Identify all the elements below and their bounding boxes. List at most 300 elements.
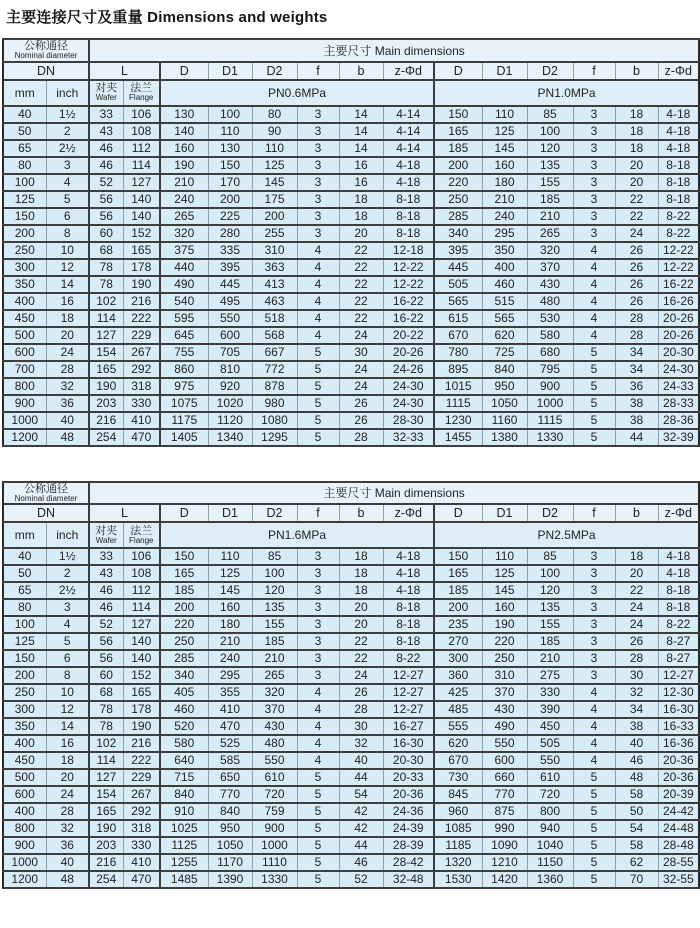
table-cell: 5: [573, 820, 615, 837]
table-cell: 370: [527, 259, 573, 276]
table-cell: 755: [160, 344, 208, 361]
table-cell: 875: [482, 803, 527, 820]
table-cell: 5: [573, 769, 615, 786]
table-cell: 410: [123, 854, 160, 871]
table-cell: 3: [573, 565, 615, 582]
table-cell: 22: [339, 633, 383, 650]
table-cell: 3: [297, 157, 339, 174]
table-cell: 210: [527, 208, 573, 225]
table-cell: 125: [482, 123, 527, 140]
table-cell: 22: [615, 191, 658, 208]
table-cell: 4: [573, 718, 615, 735]
table-cell: 4-18: [383, 565, 434, 582]
table-cell: 413: [252, 276, 297, 293]
table-cell: 50: [3, 565, 46, 582]
table-cell: 4: [297, 735, 339, 752]
table-cell: 250: [482, 650, 527, 667]
table-cell: 267: [123, 786, 160, 803]
table-cell: 8: [46, 667, 89, 684]
table-cell: 840: [482, 361, 527, 378]
table-row: [3, 684, 699, 701]
table-cell: 185: [434, 582, 482, 599]
table-cell: 430: [482, 701, 527, 718]
table-cell: 3: [573, 191, 615, 208]
table-row: [3, 310, 699, 327]
table-cell: 670: [434, 752, 482, 769]
table-cell: 390: [527, 701, 573, 718]
table-cell: 400: [482, 259, 527, 276]
table-cell: 155: [527, 174, 573, 191]
unit-header-wafer: [89, 522, 123, 548]
table-cell: 135: [527, 157, 573, 174]
unit-header-flange: [123, 522, 160, 548]
table-cell: 3: [297, 191, 339, 208]
table-cell: 1295: [252, 429, 297, 446]
table-cell: 650: [208, 769, 252, 786]
table-cell: 585: [208, 752, 252, 769]
table-cell: 4-18: [383, 157, 434, 174]
table-cell: 18: [615, 123, 658, 140]
table-cell: 759: [252, 803, 297, 820]
table-cell: 52: [89, 174, 123, 191]
table-cell: 400: [3, 803, 46, 820]
table-cell: 24-30: [658, 361, 699, 378]
table-cell: 210: [252, 650, 297, 667]
table-cell: 460: [160, 701, 208, 718]
table-cell: 24-30: [383, 378, 434, 395]
table-cell: 255: [252, 225, 297, 242]
table-cell: 16-27: [383, 718, 434, 735]
table-cell: 40: [3, 548, 46, 565]
table-cell: 26: [339, 684, 383, 701]
table-cell: 110: [208, 548, 252, 565]
table-cell: 4: [573, 752, 615, 769]
table-cell: 18: [615, 106, 658, 123]
table-cell: 108: [123, 565, 160, 582]
table-cell: 190: [123, 718, 160, 735]
table-cell: 340: [434, 225, 482, 242]
table-cell: 65: [3, 140, 46, 157]
table-cell: 114: [123, 599, 160, 616]
col-header-f: f: [297, 504, 339, 522]
header-nominal-diameter: [3, 482, 89, 505]
col-header-d: D: [160, 62, 208, 80]
table-cell: 640: [160, 752, 208, 769]
table-cell: 44: [615, 429, 658, 446]
table-cell: 24-33: [658, 378, 699, 395]
table-cell: 150: [434, 106, 482, 123]
table-cell: 620: [482, 327, 527, 344]
table-cell: 32-55: [658, 871, 699, 888]
table-cell: 3: [573, 667, 615, 684]
table-cell: 43: [89, 123, 123, 140]
table-cell: 3: [297, 548, 339, 565]
table-cell: 178: [123, 259, 160, 276]
table-cell: 20-26: [658, 310, 699, 327]
table-cell: 210: [160, 174, 208, 191]
table-cell: 667: [252, 344, 297, 361]
table-cell: 440: [160, 259, 208, 276]
table-row: [3, 616, 699, 633]
table-cell: 568: [252, 327, 297, 344]
table-cell: 340: [160, 667, 208, 684]
header-row-units: [3, 522, 699, 548]
tables-gap: [0, 447, 700, 470]
table-row: [3, 718, 699, 735]
table-cell: 50: [3, 123, 46, 140]
dimensions-table-pn16-pn25: [2, 481, 700, 890]
table-cell: 950: [482, 378, 527, 395]
table-cell: 680: [527, 344, 573, 361]
table-cell: 10: [46, 684, 89, 701]
table-cell: 267: [123, 344, 160, 361]
table-cell: 920: [208, 378, 252, 395]
table-cell: 175: [252, 191, 297, 208]
table-cell: 770: [482, 786, 527, 803]
table-cell: 1115: [434, 395, 482, 412]
table-cell: 555: [434, 718, 482, 735]
table-row: [3, 378, 699, 395]
table-cell: 26: [615, 633, 658, 650]
table-cell: 720: [527, 786, 573, 803]
table-cell: 1405: [160, 429, 208, 446]
table-cell: 16-30: [658, 701, 699, 718]
table-cell: 190: [89, 820, 123, 837]
table-cell: 860: [160, 361, 208, 378]
table-cell: 355: [208, 684, 252, 701]
table-cell: 125: [482, 565, 527, 582]
table-cell: 5: [297, 786, 339, 803]
table-cell: 46: [339, 854, 383, 871]
dimensions-table-pn06-pn10: [2, 38, 700, 447]
table-cell: 108: [123, 123, 160, 140]
table-cell: 160: [482, 157, 527, 174]
table-cell: 910: [160, 803, 208, 820]
unit-header-inch: inch: [46, 522, 89, 548]
table-cell: 1000: [252, 837, 297, 854]
table-cell: 222: [123, 752, 160, 769]
flange-en: Flange: [129, 535, 154, 545]
table-cell: 40: [46, 412, 89, 429]
table-cell: 165: [434, 123, 482, 140]
table-cell: 490: [482, 718, 527, 735]
table-cell: 52: [339, 871, 383, 888]
table-cell: 150: [3, 650, 46, 667]
table-cell: 600: [3, 344, 46, 361]
table-row: [3, 106, 699, 123]
col-header-l: L: [89, 504, 160, 522]
table-cell: 130: [160, 106, 208, 123]
table-cell: 1110: [252, 854, 297, 871]
table-cell: 900: [3, 837, 46, 854]
table-cell: 16-33: [658, 718, 699, 735]
table-cell: 85: [252, 548, 297, 565]
col-header-dn: DN: [3, 62, 89, 80]
table-cell: 28: [339, 429, 383, 446]
table-cell: 216: [123, 735, 160, 752]
table-cell: 8-18: [383, 191, 434, 208]
table-cell: 470: [123, 871, 160, 888]
table-cell: 240: [160, 191, 208, 208]
table-cell: 165: [89, 361, 123, 378]
table-cell: 1390: [208, 871, 252, 888]
table-row: [3, 225, 699, 242]
table-cell: 32: [339, 735, 383, 752]
table-cell: 16: [339, 157, 383, 174]
table-cell: 229: [123, 769, 160, 786]
header-nominal-diameter: [3, 39, 89, 62]
table-cell: 28-33: [658, 395, 699, 412]
table-cell: 1455: [434, 429, 482, 446]
table-cell: 16-22: [383, 310, 434, 327]
table-cell: 470: [208, 718, 252, 735]
table-cell: 26: [339, 412, 383, 429]
table-cell: 3: [573, 140, 615, 157]
table-cell: 80: [3, 599, 46, 616]
table-cell: 200: [252, 208, 297, 225]
table-cell: 425: [434, 684, 482, 701]
table-cell: 8-27: [658, 633, 699, 650]
table-cell: 24-30: [383, 395, 434, 412]
table-cell: 5: [46, 633, 89, 650]
table-cell: 5: [297, 803, 339, 820]
table-cell: 580: [160, 735, 208, 752]
table-cell: 1050: [482, 395, 527, 412]
table-cell: 20-22: [383, 327, 434, 344]
table-cell: 216: [89, 412, 123, 429]
table-cell: 16: [46, 293, 89, 310]
table-cell: 160: [208, 599, 252, 616]
table-cell: 33: [89, 548, 123, 565]
table-cell: 165: [434, 565, 482, 582]
table-row: [3, 735, 699, 752]
table-row: [3, 208, 699, 225]
table-cell: 58: [615, 837, 658, 854]
table-cell: 14: [339, 106, 383, 123]
table-cell: 70: [615, 871, 658, 888]
table-cell: 480: [252, 735, 297, 752]
pressure-class-left: PN1.6MPa: [160, 522, 434, 548]
table-cell: 12-22: [383, 276, 434, 293]
table-cell: 550: [208, 310, 252, 327]
table-cell: 22: [339, 276, 383, 293]
table-cell: 1175: [160, 412, 208, 429]
table-cell: 28: [615, 310, 658, 327]
table-cell: 46: [615, 752, 658, 769]
header-row-columns: [3, 62, 699, 80]
table-cell: 4-18: [658, 140, 699, 157]
table-cell: 110: [252, 140, 297, 157]
table-cell: 43: [89, 565, 123, 582]
table-cell: 4: [573, 701, 615, 718]
table-cell: 565: [482, 310, 527, 327]
col-header-d2: D2: [527, 504, 573, 522]
col-header-d1: D1: [482, 62, 527, 80]
table-cell: 410: [208, 701, 252, 718]
table-cell: 127: [123, 616, 160, 633]
table-cell: 28-42: [383, 854, 434, 871]
table-row: [3, 344, 699, 361]
table-cell: 3: [297, 106, 339, 123]
table-cell: 1080: [252, 412, 297, 429]
table-cell: 22: [339, 293, 383, 310]
table-cell: 318: [123, 378, 160, 395]
table-cell: 24-48: [658, 820, 699, 837]
flange-cn: 法兰: [130, 82, 153, 95]
table-cell: 3: [573, 106, 615, 123]
table-cell: 20: [46, 327, 89, 344]
table-cell: 12: [46, 259, 89, 276]
table-cell: 100: [527, 123, 573, 140]
table-cell: 210: [527, 650, 573, 667]
table-cell: 18: [339, 582, 383, 599]
table-cell: 3: [297, 225, 339, 242]
table-cell: 5: [573, 395, 615, 412]
table-cell: 518: [252, 310, 297, 327]
table-cell: 250: [160, 633, 208, 650]
table-cell: 292: [123, 803, 160, 820]
table-cell: 450: [527, 718, 573, 735]
table-cell: 4-18: [658, 565, 699, 582]
table-cell: 135: [527, 599, 573, 616]
table-cell: 810: [208, 361, 252, 378]
table-cell: 24: [339, 667, 383, 684]
table-cell: 5: [297, 837, 339, 854]
table-cell: 363: [252, 259, 297, 276]
table-cell: 335: [208, 242, 252, 259]
table-cell: 200: [434, 599, 482, 616]
table-cell: 38: [615, 412, 658, 429]
table-cell: 18: [339, 565, 383, 582]
table-cell: 1485: [160, 871, 208, 888]
table-cell: 4-18: [658, 548, 699, 565]
table-cell: 5: [297, 429, 339, 446]
wafer-cn: 对夹: [95, 524, 118, 537]
table-cell: 190: [123, 276, 160, 293]
table-cell: 405: [160, 684, 208, 701]
table-cell: 310: [482, 667, 527, 684]
table-cell: 145: [208, 582, 252, 599]
table-cell: 1210: [482, 854, 527, 871]
table-cell: 1170: [208, 854, 252, 871]
table-cell: 980: [252, 395, 297, 412]
table-cell: 8-18: [658, 157, 699, 174]
table-row: [3, 871, 699, 888]
table-cell: 550: [252, 752, 297, 769]
table-cell: 152: [123, 667, 160, 684]
table-cell: 203: [89, 837, 123, 854]
table-cell: 114: [89, 752, 123, 769]
table-cell: 28-55: [658, 854, 699, 871]
table-row: [3, 395, 699, 412]
table-cell: 310: [252, 242, 297, 259]
table-cell: 140: [123, 191, 160, 208]
table-cell: 150: [434, 548, 482, 565]
table-cell: 165: [123, 684, 160, 701]
table-cell: 800: [527, 803, 573, 820]
col-header-zphid: z-Φd: [383, 62, 434, 80]
table-cell: 127: [89, 327, 123, 344]
table-cell: 150: [160, 548, 208, 565]
table-cell: 430: [527, 276, 573, 293]
pressure-class-right: PN2.5MPa: [434, 522, 699, 548]
header-row-groups: [3, 39, 699, 62]
table-row: [3, 293, 699, 310]
col-header-f: f: [573, 504, 615, 522]
table-cell: 3: [573, 616, 615, 633]
table-cell: 450: [3, 310, 46, 327]
table-cell: 20-30: [383, 752, 434, 769]
table-cell: 4: [573, 310, 615, 327]
table-cell: 50: [615, 803, 658, 820]
table-cell: 170: [208, 174, 252, 191]
table-row: [3, 701, 699, 718]
table-cell: 4-14: [383, 106, 434, 123]
table-cell: 62: [615, 854, 658, 871]
table-cell: 80: [3, 157, 46, 174]
table-cell: 203: [89, 395, 123, 412]
wafer-cn: 对夹: [95, 82, 118, 95]
unit-header-inch: inch: [46, 80, 89, 106]
table-cell: 615: [434, 310, 482, 327]
table-cell: 22: [615, 582, 658, 599]
table-cell: 240: [208, 650, 252, 667]
table-cell: 5: [573, 378, 615, 395]
col-header-b: b: [615, 62, 658, 80]
table-cell: 8-22: [658, 208, 699, 225]
table-cell: 6: [46, 650, 89, 667]
table-row: [3, 582, 699, 599]
table-cell: 4-14: [383, 123, 434, 140]
table-cell: 20: [339, 616, 383, 633]
table-cell: 200: [434, 157, 482, 174]
table-cell: 318: [123, 820, 160, 837]
table-cell: 28: [46, 803, 89, 820]
table-cell: 3: [573, 157, 615, 174]
table-row: [3, 174, 699, 191]
table-cell: 60: [89, 667, 123, 684]
header-row-groups: [3, 482, 699, 505]
col-header-l: L: [89, 62, 160, 80]
table-cell: 200: [3, 225, 46, 242]
table-cell: 4: [297, 718, 339, 735]
table-row: [3, 786, 699, 803]
table-cell: 4: [297, 242, 339, 259]
nominal-diameter-cn: 公称通径: [24, 40, 68, 52]
table-cell: 2: [46, 123, 89, 140]
table-cell: 18: [339, 191, 383, 208]
table-cell: 1330: [527, 429, 573, 446]
table-cell: 5: [573, 871, 615, 888]
col-header-d1: D1: [482, 504, 527, 522]
table-cell: 106: [123, 548, 160, 565]
table-cell: 20-39: [658, 786, 699, 803]
table-cell: 1½: [46, 106, 89, 123]
table-cell: 8-18: [383, 633, 434, 650]
table-cell: 120: [527, 140, 573, 157]
table-cell: 155: [252, 616, 297, 633]
table-cell: 48: [615, 769, 658, 786]
table-cell: 185: [160, 582, 208, 599]
table-cell: 295: [208, 667, 252, 684]
table-cell: 18: [615, 140, 658, 157]
table-cell: 32: [46, 378, 89, 395]
table-cell: 4: [297, 684, 339, 701]
table-row: [3, 429, 699, 446]
table-cell: 100: [3, 616, 46, 633]
table-cell: 285: [160, 650, 208, 667]
table-cell: 4: [297, 259, 339, 276]
